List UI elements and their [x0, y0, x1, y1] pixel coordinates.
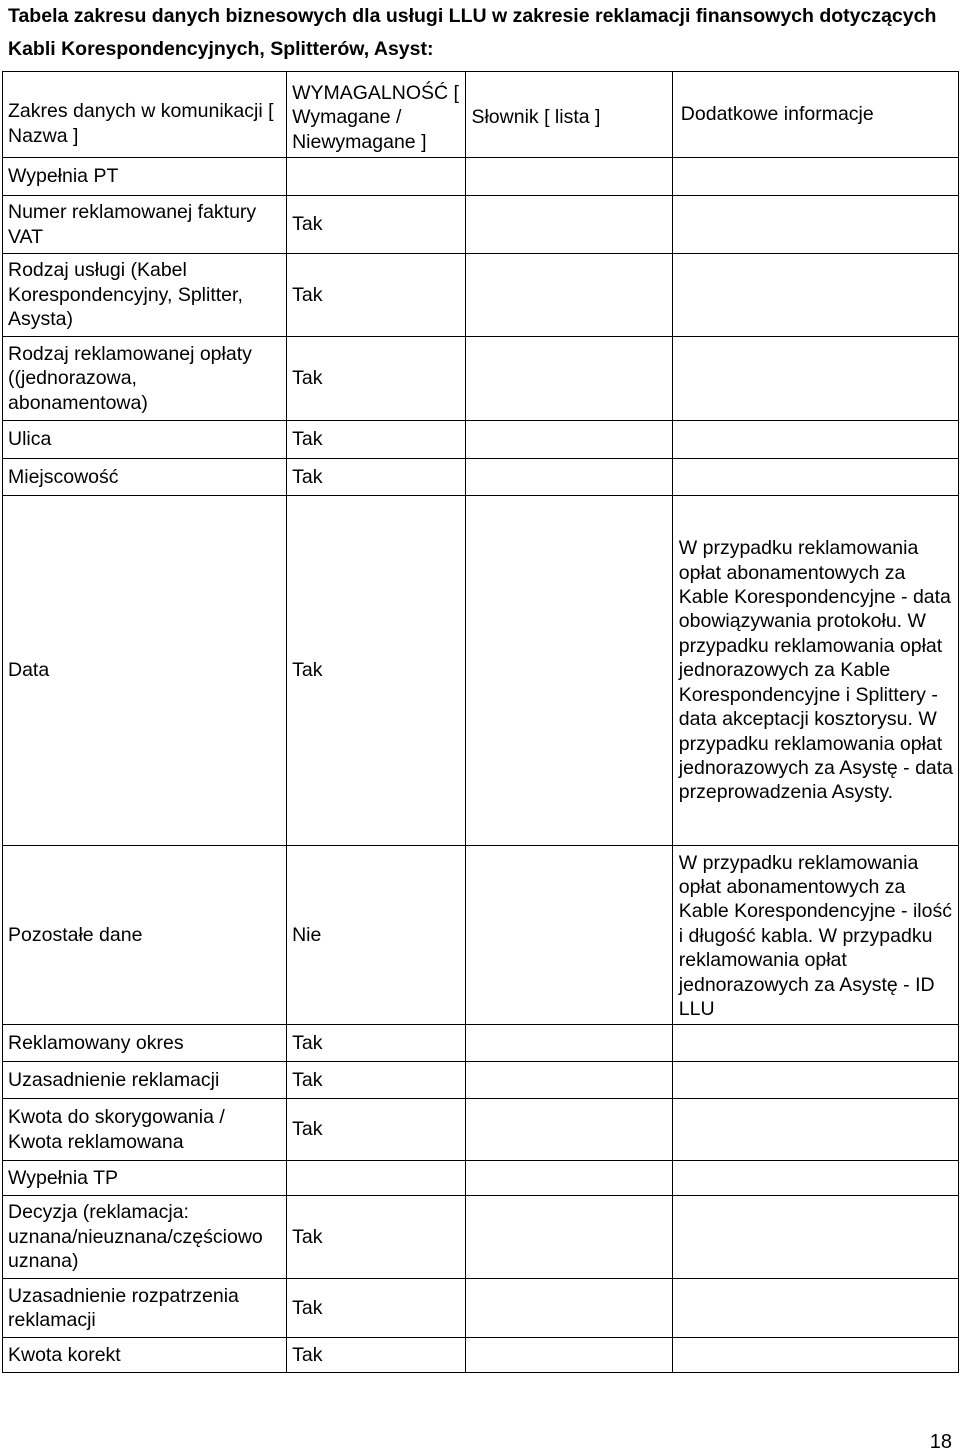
- row-info: W przypadku reklamowania opłat abonamentowych za Kable Korespondencyjne - ilość i długość kabla. W przypadku reklamowania opłat jednorazowych za Asystę - ID LLU: [672, 846, 958, 1025]
- section-label-tp: Wypełnia TP: [3, 1161, 287, 1196]
- row-name: Decyzja (reklamacja: uznana/nieuznana/częściowo uznana): [3, 1196, 287, 1279]
- row-dictionary: [466, 196, 672, 254]
- row-name: Numer reklamowanej faktury VAT: [3, 196, 287, 254]
- row-dictionary: [466, 421, 672, 459]
- table-header-row: [3, 72, 959, 158]
- row-info: [672, 1025, 958, 1062]
- row-name: Data: [3, 496, 287, 846]
- row-dictionary: [466, 496, 672, 846]
- row-info: [672, 196, 958, 254]
- header-requirement: WYMAGALNOŚĆ [ Wymagane / Niewymagane ]: [287, 72, 466, 158]
- row-required: Tak: [287, 1099, 466, 1161]
- row-required: Tak: [287, 1279, 466, 1338]
- table-row: [3, 337, 959, 421]
- table-row: [3, 1338, 959, 1373]
- row-required: Tak: [287, 459, 466, 496]
- section-empty-cell: [287, 1161, 466, 1196]
- row-name: Rodzaj usługi (Kabel Korespondencyjny, Splitter, Asysta): [3, 254, 287, 337]
- row-dictionary: [466, 846, 672, 1025]
- row-name: Kwota korekt: [3, 1338, 287, 1373]
- row-required: Tak: [287, 1062, 466, 1099]
- table-row: [3, 1062, 959, 1099]
- row-name: Uzasadnienie rozpatrzenia reklamacji: [3, 1279, 287, 1338]
- row-required: Nie: [287, 846, 466, 1025]
- row-required: Tak: [287, 421, 466, 459]
- row-name: Reklamowany okres: [3, 1025, 287, 1062]
- row-dictionary: [466, 254, 672, 337]
- row-info: [672, 1279, 958, 1338]
- row-required: Tak: [287, 496, 466, 846]
- row-name: Ulica: [3, 421, 287, 459]
- row-required: Tak: [287, 1196, 466, 1279]
- table-row: [3, 846, 959, 1025]
- row-required: Tak: [287, 254, 466, 337]
- header-dictionary: Słownik [ lista ]: [466, 72, 672, 158]
- table-row: [3, 1196, 959, 1279]
- row-name: Pozostałe dane: [3, 846, 287, 1025]
- row-info: [672, 337, 958, 421]
- table-row: [3, 1279, 959, 1338]
- row-dictionary: [466, 337, 672, 421]
- row-info: [672, 1196, 958, 1279]
- table-row: [3, 496, 959, 846]
- row-name: Kwota do skorygowania / Kwota reklamowana: [3, 1099, 287, 1161]
- row-info: [672, 1338, 958, 1373]
- row-dictionary: [466, 1099, 672, 1161]
- table-row: [3, 196, 959, 254]
- table-row: [3, 1099, 959, 1161]
- row-dictionary: [466, 1025, 672, 1062]
- section-empty-cell: [672, 1161, 958, 1196]
- header-additional-info: Dodatkowe informacje: [672, 72, 958, 158]
- section-label-pt: Wypełnia PT: [3, 158, 287, 196]
- page-number: 18: [929, 1431, 952, 1453]
- row-dictionary: [466, 459, 672, 496]
- document-title: Tabela zakresu danych biznesowych dla usługi LLU w zakresie reklamacji finansowych dotyczących Kabli Korespondencyjnych, Splitterów, Asyst:: [8, 5, 937, 60]
- row-info: [672, 1099, 958, 1161]
- row-name: Rodzaj reklamowanej opłaty ((jednorazowa, abonamentowa): [3, 337, 287, 421]
- section-empty-cell: [287, 158, 466, 196]
- row-info: [672, 1062, 958, 1099]
- section-row-pt: [3, 158, 959, 196]
- row-required: Tak: [287, 196, 466, 254]
- section-empty-cell: [466, 1161, 672, 1196]
- row-dictionary: [466, 1196, 672, 1279]
- row-required: Tak: [287, 337, 466, 421]
- section-row-tp: [3, 1161, 959, 1196]
- section-empty-cell: [672, 158, 958, 196]
- row-required: Tak: [287, 1338, 466, 1373]
- row-info: [672, 421, 958, 459]
- data-scope-table: [2, 71, 959, 1373]
- row-required: Tak: [287, 1025, 466, 1062]
- table-row: [3, 1025, 959, 1062]
- table-row: [3, 254, 959, 337]
- row-dictionary: [466, 1338, 672, 1373]
- row-name: Uzasadnienie reklamacji: [3, 1062, 287, 1099]
- table-row: [3, 421, 959, 459]
- row-info: [672, 254, 958, 337]
- table-row: [3, 459, 959, 496]
- row-info: [672, 459, 958, 496]
- row-dictionary: [466, 1062, 672, 1099]
- section-empty-cell: [466, 158, 672, 196]
- row-dictionary: [466, 1279, 672, 1338]
- row-info: W przypadku reklamowania opłat abonamentowych za Kable Korespondencyjne - data obowiązywania protokołu. W przypadku reklamowania opłat jednorazowych za Kable Korespondencyjne i Splittery - data akceptacji kosztorysu. W przypadku reklamowania opłat jednorazowych za Asystę - data przeprowadzenia Asysty.: [672, 496, 958, 846]
- header-data-scope: Zakres danych w komunikacji [ Nazwa ]: [3, 72, 287, 158]
- row-name: Miejscowość: [3, 459, 287, 496]
